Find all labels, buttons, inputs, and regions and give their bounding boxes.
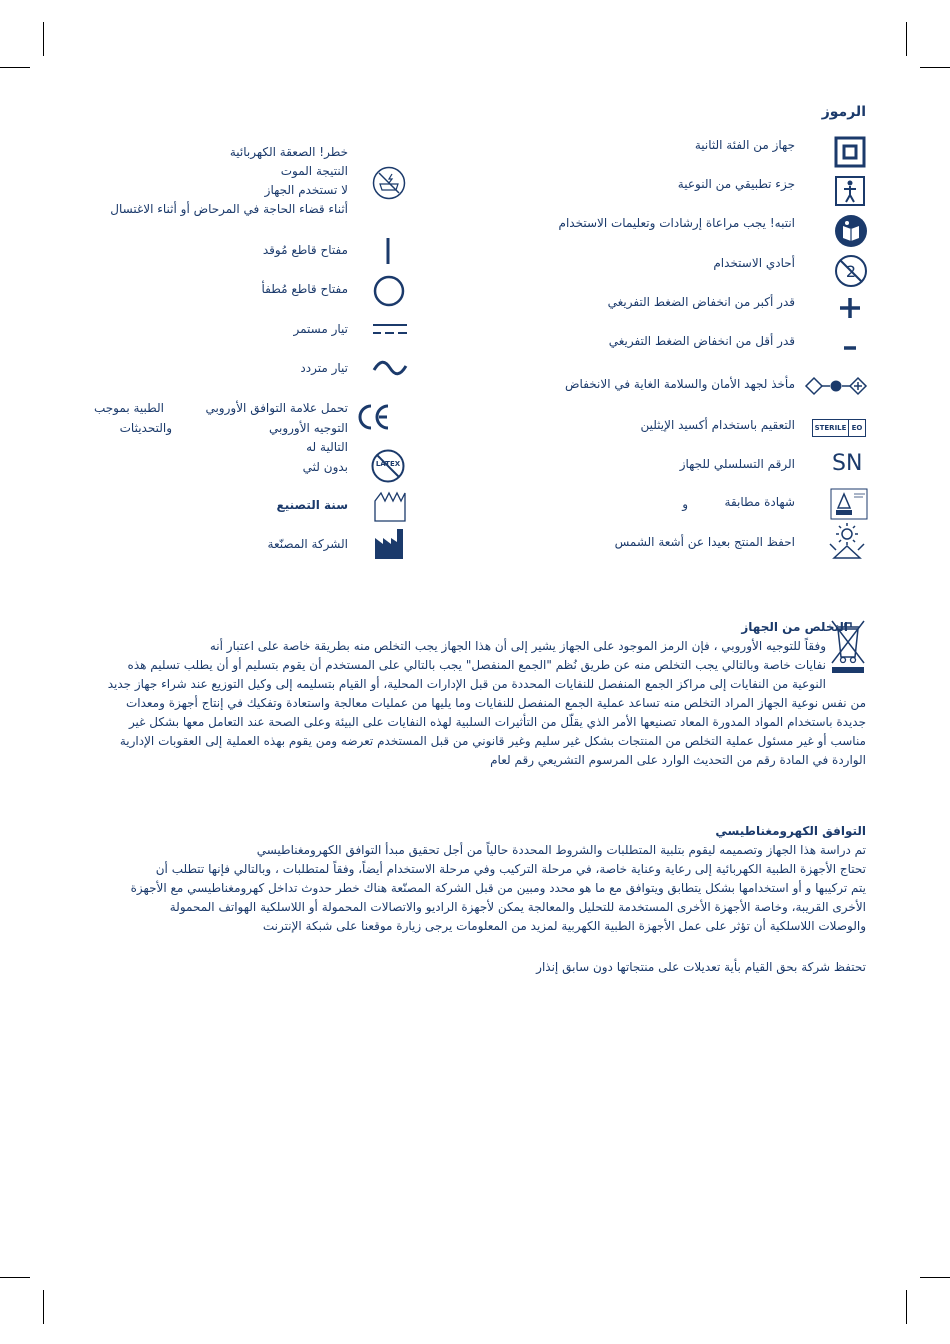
crop-mark <box>920 1277 950 1278</box>
disposal-line-3: النوعية من النفايات إلى مراكز الجمع المنفصل للنفايات المحددة من قبل الإدارات المحلية، أو القيام بتسليمه إلى وكيل التوزيع عند شراء جهاز جديد <box>107 677 826 691</box>
latex-glyph: LATEX <box>375 460 401 468</box>
disposal-line-1: وفقاً للتوجيه الأوروبي ، فإن الرمز الموجود على الجهاز يشير إلى أن هذا الجهاز يجب التخلص منه بطريقة خاصة على اعتبار أنه <box>209 639 826 653</box>
sterile-eo-label: التعقيم باستخدام أكسيد الإيثلين <box>640 418 795 432</box>
crop-mark <box>906 1290 907 1324</box>
electric-shock-line-4: أثناء قضاء الحاجة في المرحاض أو أثناء الاغتسال <box>110 202 348 216</box>
sterile-eo-icon <box>812 419 866 437</box>
sterile-label: STERILE <box>813 420 849 436</box>
crop-mark <box>920 67 950 68</box>
dc-label: تيار مستمر <box>293 322 348 336</box>
certificate-suffix: و <box>682 497 688 511</box>
direct-current-icon <box>372 322 408 336</box>
manufacturer-icon <box>373 528 407 560</box>
disposal-title: التخلص من الجهاز <box>741 620 848 634</box>
certificate-label: شهادة مطابقة <box>724 495 795 509</box>
safety-voltage-label: مأخذ لجهد الأمان والسلامة الغاية في الانخفاض <box>565 377 795 391</box>
switch-off-icon <box>373 275 405 307</box>
emc-section <box>82 822 866 936</box>
greater-suction-label: قدر أكبر من انخفاض الضغط التفريغي <box>607 295 795 309</box>
crop-mark <box>0 1277 30 1278</box>
footer-note: تحتفظ شركة بحق القيام بأية تعديلات على منتجاتها دون سابق إنذار <box>536 960 866 974</box>
class-ii-icon <box>834 136 866 168</box>
safety-suction-icon <box>804 376 868 396</box>
single-use-icon <box>834 254 868 288</box>
serial-number-label: الرقم التسلسلي للجهاز <box>679 457 795 471</box>
crop-mark <box>906 22 907 56</box>
emc-line-3: يتم تركيبها و أو استخدامها بشكل يتطابق ويتوافق مع ما هو محدد ومبين من قبل الشركة المصنّعة هناك خطر حدوث تداخل كهرومغناطيسي مع الأجهزة <box>130 881 866 895</box>
ce-label-1b: الطبية بموجب <box>93 401 164 415</box>
latex-free-label: بدون لثي <box>302 460 348 474</box>
alternating-current-icon <box>372 360 408 376</box>
serial-number-icon: SN <box>832 451 863 476</box>
manufacture-date-icon <box>373 489 407 523</box>
latex-free-icon <box>371 449 405 483</box>
svg-text:2: 2 <box>845 262 857 281</box>
keep-from-sun-label: احفظ المنتج بعيدا عن أشعة الشمس <box>614 535 795 549</box>
disposal-line-5: جديدة باستخدام المواد المدورة المعاد تصنيعها الأمر الذي يقلّل من التأثيرات السلبية لهذه النفايات على البيئة وعلى الصحة عند التعامل معها بشكل غير <box>128 715 866 729</box>
emc-line-4: الأخرى القريبة، وخاصة الأجهزة الأخرى المستخدمة للتحليل والمعالجة يمكن لأجهزة الراديو والاتصالات المحمولة أو اللاسلكية الهواتف المحمولة <box>169 900 866 914</box>
ce-label-3: التالية له <box>306 440 348 454</box>
eo-label: EO <box>851 424 863 432</box>
disposal-line-7: الواردة في المادة رقم من التحديث الوارد على المرسوم التشريعي رقم لعام <box>490 753 866 767</box>
electric-shock-line-3: لا تستخدم الجهاز <box>264 183 348 197</box>
ce-label-2a: التوجيه الأوروبي <box>268 421 348 435</box>
type-bf-icon <box>834 175 866 207</box>
crop-mark <box>43 1290 44 1324</box>
emc-line-2: تحتاج الأجهزة الطبية الكهربائية إلى رعاية وعناية خاصة، في مرحلة التركيب وفي مرحلة الاستخدام أيضاً، وفقاً لمتطلبات ، وبالتالي فإنها تتطلب أن <box>155 862 866 876</box>
disposal-line-6: مناسب أو غير مسئول عملية التخلص من المنتجات بشكل غير سليم وغير قانوني من قبل المستخدم تعرضه ومن يقوم بهذه العملية إلى العقوبات الإدارية <box>119 734 866 748</box>
emc-line-1: تم دراسة هذا الجهاز وتصميمه ليقوم بتلبية المتطلبات والشروط المحددة حالياً من أجل تحقيق مبدأ التوافق الكهرومغناطيسي <box>256 843 866 857</box>
plus-icon <box>838 296 862 320</box>
crop-mark <box>43 22 44 56</box>
certificate-icon <box>830 488 868 520</box>
electric-shock-line-2: النتيجة الموت <box>280 164 348 178</box>
symbols-title: الرموز <box>821 104 866 120</box>
ce-label-1a: تحمل علامة التوافق الأوروبي <box>205 401 348 415</box>
disposal-line-2: نفايات خاصة وبالتالي يجب التخلص منه عن طريق نُظم "الجمع المنفصل" يجب بالتالي على المستخدم أن يقوم بتسليم أو أن يطلب تسليم هذه <box>127 658 826 672</box>
crop-mark <box>0 67 30 68</box>
manufacturer-label: الشركة المصنّعة <box>267 537 348 551</box>
ac-label: تيار متردد <box>300 361 348 375</box>
read-instructions-icon <box>834 214 868 248</box>
ce-mark-icon <box>357 403 391 431</box>
switch-on-icon <box>384 237 392 265</box>
switch-on-label: مفتاح قاطع مُوقد <box>262 243 348 257</box>
disposal-line-4: من نفس نوعية الجهاز المراد التخلص منه تساعد عملية الجمع المنفصل للنفايات وما يليها من عمليات معالجة واستعادة وتفكيك في إنتاج أجهزة ومعدات <box>125 696 866 710</box>
no-bath-icon <box>372 166 406 200</box>
single-use-label: أحادي الاستخدام <box>713 256 795 270</box>
manufacture-year-label: سنة التصنيع <box>276 498 348 512</box>
type-bf-label: جزء تطبيقي من النوعية <box>677 177 795 191</box>
emc-line-5: والوصلات اللاسلكية أن تؤثر على عمل الأجهزة الطبية الكهربية لمزيد من المعلومات يرجى زيارة موقعنا على شبكة الإنترنت <box>262 919 866 933</box>
electric-shock-line-1: خطر! الصعقة الكهربائية <box>229 145 348 159</box>
class-ii-label: جهاز من الفئة الثانية <box>694 138 795 152</box>
ce-label-2b: والتحديثات <box>119 421 172 435</box>
disposal-section <box>82 618 866 770</box>
keep-from-sun-icon <box>826 522 868 560</box>
lower-suction-label: قدر أقل من انخفاض الضغط التفريغي <box>608 334 795 348</box>
read-instructions-label: انتبه! يجب مراعاة إرشادات وتعليمات الاستخدام <box>558 216 795 230</box>
switch-off-label: مفتاح قاطع مُطفأ <box>261 282 348 296</box>
minus-icon <box>842 340 858 356</box>
emc-title: التوافق الكهرومغناطيسي <box>715 824 866 838</box>
